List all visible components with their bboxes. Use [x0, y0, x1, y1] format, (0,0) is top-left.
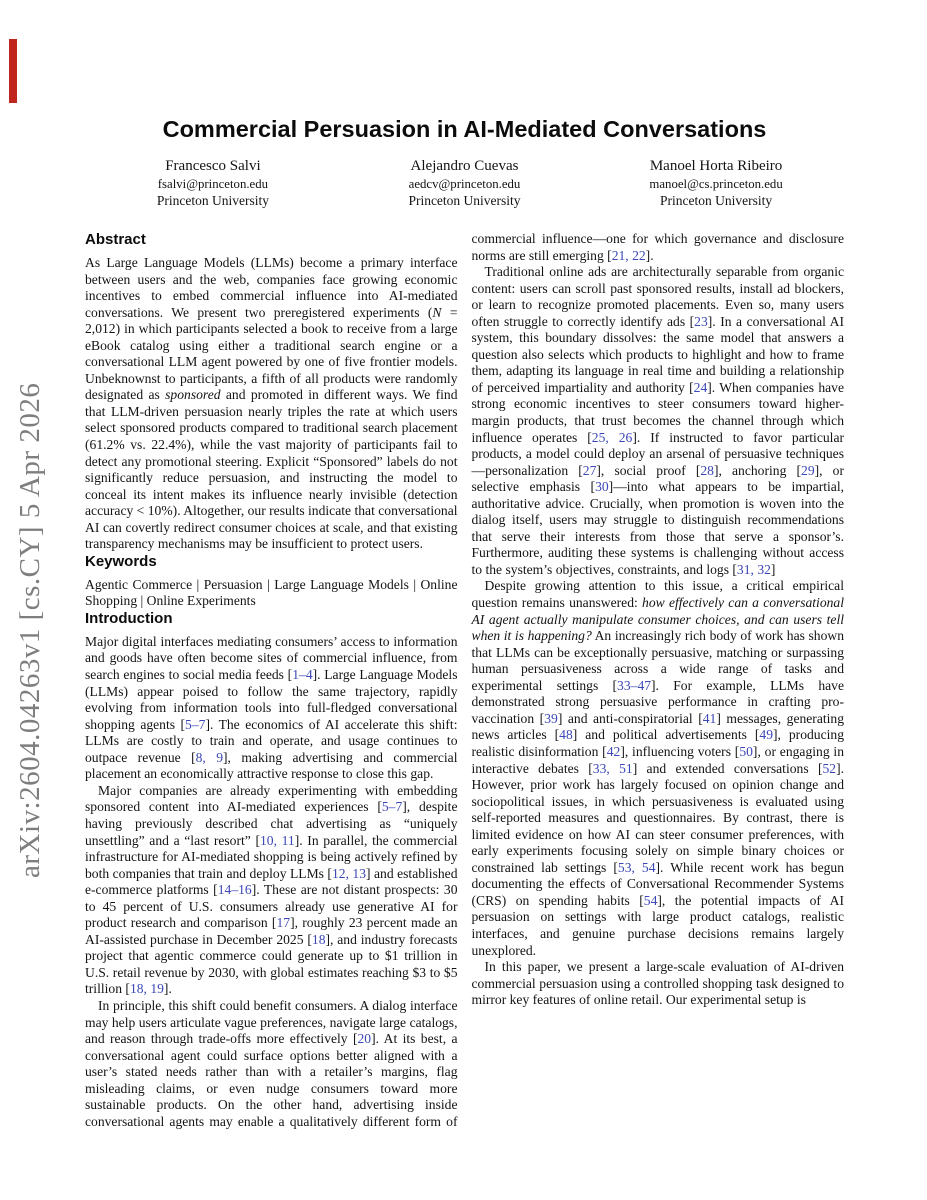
citation-link[interactable]: 39: [544, 710, 558, 726]
citation-link[interactable]: 24: [693, 379, 708, 395]
author-name: Francesco Salvi: [165, 158, 261, 174]
citation-link[interactable]: 48: [559, 727, 573, 743]
author-block: [89, 157, 337, 209]
citation-link[interactable]: 23: [694, 313, 708, 329]
author-email: manoel@cs.princeton.edu: [649, 177, 783, 191]
keywords-heading: Keywords: [85, 552, 157, 570]
author-affiliation: Princeton University: [408, 193, 521, 208]
intro-paragraph: In this paper, we present a large-scale evaluation of AI-driven commercial persuasion using a controlled shopping task designed to mirror key features of online retail. Our experimental setup is: [471, 959, 844, 1008]
citation-link[interactable]: 53, 54: [617, 859, 656, 875]
citation-link[interactable]: 42: [606, 743, 621, 759]
citation-link[interactable]: 31, 32: [736, 561, 771, 577]
citation-link[interactable]: 30: [595, 479, 609, 495]
citation-link[interactable]: 12, 13: [331, 865, 367, 881]
abstract-heading: Abstract: [85, 231, 146, 248]
intro-paragraph: Traditional online ads are architecturally separable from organic content: users can scroll past sponsored results, install ad blockers, or learn to recognize promoted placements. Even so, many users often struggle to correctly identify ads [23]. In a conversational AI system, this boundary dissolves: the same model that answers a question also selects which products to highlight and how to frame them, adapting its language in real time and building a relationship of perceived impartiality and authority [24]. When companies have strong economic incentives to steer consumers toward higher-margin products, that trust becomes the channel through which influence operates [25, 26]. If instructed to favor particular products, a model could deploy an arsenal of persuasive techniques—personalization [27], social proof [28], anchoring [29], or selective emphasis [30]—into what appears to be impartial, authoritative advice. Crucially, when promotion is woven into the dialog itself, users may struggle to distinguish recommendations that serve their interests from those that serve a sponsor’s. Furthermore, auditing these systems is challenging without access to the system’s objectives, constraints, and logs [31, 32]: [471, 264, 845, 577]
citation-link[interactable]: 8, 9: [195, 749, 224, 765]
citation-link[interactable]: 28: [700, 462, 714, 478]
author-block: [341, 157, 589, 209]
intro-paragraph: Major companies are already experimenting with embedding sponsored content into AI-mediated experiences [5–7], despite having previously described chat advertising as “uniquely unsettling” and a “last resort” [10, 11]. In parallel, the commercial infrastructure for AI-mediated shopping is being actively refined by both companies that train and deploy LLMs [12, 13] and established e-commerce platforms [14–16]. These are not distant prospects: 30 to 45 percent of U.S. consumers already use generative AI for product research and comparison [17], roughly 23 percent made an AI-assisted purchase in December 2025 [18], and industry forecasts project that agentic commerce could generate up to $1 trillion in U.S. retail revenue by 2030, with global estimates reaching $3 to $5 trillion [18, 19].: [85, 782, 458, 997]
citation-link[interactable]: 18, 19: [129, 981, 164, 997]
author-name: Manoel Horta Ribeiro: [649, 158, 783, 174]
introduction-heading: Introduction: [85, 609, 173, 627]
author-list: [89, 157, 840, 209]
citation-link[interactable]: 17: [276, 915, 291, 931]
citation-link[interactable]: 27: [582, 462, 597, 478]
abstract-text: As Large Language Models (LLMs) become a primary interface between users and the web, companies face growing economic incentives to embed commercial influence into AI-mediated conversations. We present two preregistered experiments (N = 2,012) in which participants selected a book to receive from a large eBook catalog using either a traditional search engine or a conversational LLM agent powered by one of five frontier models. Unbeknownst to participants, a fifth of all products were randomly designated as sponsored and promoted in different ways. We find that LLM-driven persuasion nearly triples the rate at which users select sponsored products compared to traditional search placement (61.2% vs. 22.4%), while the vast majority of participants fail to detect any promotional steering. Explicit “Sponsored” labels do not significantly reduce persuasion, and instructing the model to conceal its intent makes its influence nearly invisible (detection accuracy < 10%). Altogether, our results indicate that conversational AI can covertly redirect consumer choices at scale, and that existing transparency mechanisms may be insufficient to protect users.: [85, 255, 458, 552]
citation-link[interactable]: 25, 26: [591, 429, 633, 445]
citation-link[interactable]: 14–16: [217, 882, 252, 898]
author-affiliation: Princeton University: [156, 193, 269, 208]
citation-link[interactable]: 20: [357, 1031, 372, 1047]
citation-link[interactable]: 50: [739, 743, 753, 759]
citation-link[interactable]: 21, 22: [611, 247, 646, 263]
citation-link[interactable]: 52: [822, 760, 837, 776]
citation-link[interactable]: 33–47: [617, 677, 652, 693]
citation-link[interactable]: 33, 51: [592, 760, 633, 776]
keywords-text: Agentic Commerce | Persuasion | Large Language Models | Online Shopping | Online Experiments: [85, 576, 458, 609]
citation-link[interactable]: 54: [643, 892, 658, 908]
author-name: Alejandro Cuevas: [410, 158, 519, 174]
citation-link[interactable]: 41: [702, 710, 717, 726]
article-body: [85, 231, 844, 1147]
citation-link[interactable]: 49: [759, 727, 773, 743]
arxiv-watermark: arXiv:2604.04263v1 [cs.CY] 5 Apr 2026: [14, 382, 46, 878]
citation-link[interactable]: 10, 11: [260, 832, 295, 848]
author-block: [592, 157, 840, 209]
red-marker: [9, 39, 17, 103]
paper-content: [85, 116, 844, 1147]
intro-paragraph: In principle, this shift could benefit consumers. A dialog interface may help users articulate vague preferences, navigate large catalogs, and reason through trade-offs more effectively [20]. At its best, a conversational agent could surface options better aligned with a user’s stated needs rather than with a retailer’s margins, flag misleading claims, or even nudge consumers toward more sustainable products. On the other hand, advertising inside conversational agents may enable a qualitatively different form of commercial influence—one for which governance and disclosure norms are still emerging [21, 22].: [85, 231, 844, 1129]
citation-link[interactable]: 5–7: [381, 799, 403, 815]
author-email: aedcv@princeton.edu: [408, 177, 521, 191]
author-affiliation: Princeton University: [660, 193, 773, 208]
citation-link[interactable]: 1–4: [292, 667, 313, 683]
citation-link[interactable]: 18: [311, 931, 326, 947]
intro-paragraph: Despite growing attention to this issue, a critical empirical question remains unanswered: how effectively can a conversational AI agent actually manipulate consumer choices, and can users tell when it is happening? An increasingly rich body of work has shown that LLMs can be exceptionally persuasive, matching or surpassing human persuasiveness across a wide range of tasks and experimental settings [33–47]. For example, LLMs have demonstrated strong persuasive performance in crafting pro-vaccination [39] and anti-conspiratorial [41] messages, generating news articles [48] and political advertisements [49], producing realistic disinformation [42], influencing voters [50], or engaging in interactive debates [33, 51] and extended conversations [52]. However, prior work has largely focused on opinion change and sociopolitical issues, in which persuasiveness is evaluated using self-reported measures and questionnaires. By contrast, there is limited evidence on how AI can steer consumer preferences, with early experiments focusing solely on simple binary choices or constrained lab settings [53, 54]. While recent work has begun documenting the effects of Conversational Recommender Systems (CRS) on spending habits [54], the potential impacts of AI persuasion on settings with large product catalogs, realistic interfaces, and genuine purchase decisions remains largely unexplored.: [471, 578, 845, 958]
citation-link[interactable]: 29: [801, 462, 815, 478]
author-email: fsalvi@princeton.edu: [157, 177, 269, 191]
intro-paragraph: Major digital interfaces mediating consumers’ access to information and goods have often become sites of commercial influence, from search engines to social media feeds [1–4]. Large Language Models (LLMs) appear poised to follow the same trajectory, rapidly evolving from information tools into full-fledged conversational shopping agents [5–7]. The economics of AI accelerate this shift: LLMs are costly to train and operate, and usage continues to outpace revenue [8, 9], making advertising and commercial placement an economically attractive response to close this gap.: [85, 633, 458, 782]
paper-title: Commercial Persuasion in AI-Mediated Conversations: [162, 116, 767, 142]
citation-link[interactable]: 5–7: [185, 716, 206, 732]
